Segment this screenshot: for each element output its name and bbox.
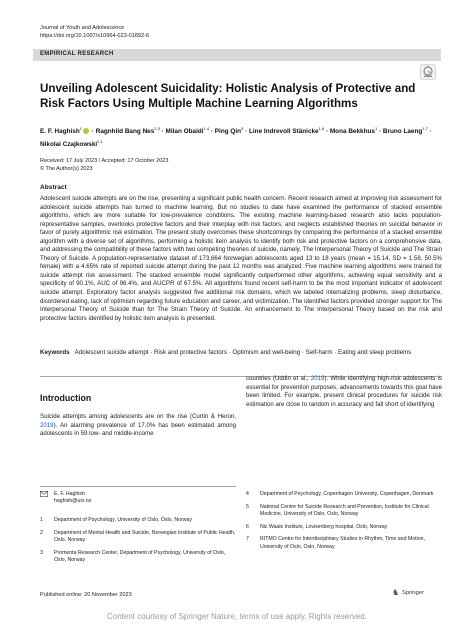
author-affiliation-sup: 1,7	[422, 126, 428, 131]
affiliation-text: Nic Waals Institute, Lovisenberg hospital, Oslo, Norway	[260, 523, 388, 530]
affiliation-text: RITMO Centre for Interdisciplinary Studies in Rhythm, Time and Motion, University of Oslo, Oslo, Norway	[260, 536, 425, 550]
check-for-updates-icon[interactable]	[420, 64, 436, 80]
affiliation-item	[40, 530, 236, 544]
author-affiliation-sup: 1	[374, 126, 378, 131]
received-accepted: Received: 17 July 2023 / Accepted: 17 October 2023	[40, 158, 169, 164]
published-online: Published online: 20 November 2023	[40, 592, 132, 598]
author-name[interactable]: Mona Bekkhus	[329, 128, 375, 136]
author-affiliation-sup: 2,1	[97, 139, 103, 145]
author-list	[40, 124, 450, 150]
copyright: © The Author(s) 2023	[40, 166, 93, 172]
author-affiliation-sup: 1,6	[318, 126, 325, 131]
citation-link[interactable]: 2019	[310, 375, 325, 382]
keywords-text: Adolescent suicide attempt · Risk and protective factors · Optimism and well-being · Self-harm · Eating and sleep problems	[74, 349, 412, 356]
affiliation-number: 4	[246, 491, 249, 497]
author-separator: ·	[377, 128, 383, 136]
affiliation-item	[40, 550, 236, 564]
affiliation-text: Department of Psychology, Copenhagen University, Copenhagen, Denmark	[260, 491, 434, 497]
affiliation-number: 6	[246, 523, 249, 530]
keywords-label: Keywords	[40, 349, 70, 356]
intro-right-text-a: countries (Uddin et al.,	[246, 375, 311, 382]
author-name[interactable]: Ping Qin	[214, 128, 242, 136]
intro-left-text-a: Suicide attempts among adolescents are on the rise (Curtin & Heron,	[40, 413, 236, 420]
journal-header	[40, 24, 149, 40]
affiliation-number: 2	[40, 529, 43, 536]
author-affiliation-sup: 2,3	[154, 126, 160, 131]
author-name[interactable]: Milan Obaidi	[165, 128, 204, 136]
abstract-heading: Abstract	[40, 184, 67, 191]
intro-left-column	[40, 413, 236, 439]
affiliation-item	[40, 517, 236, 524]
footnote-divider	[40, 486, 236, 487]
intro-right-column	[246, 375, 442, 409]
author-name[interactable]: Ragnhild Bang Nes	[95, 128, 155, 136]
contact-name: E. F. Haghish	[54, 491, 85, 497]
article-dates	[40, 157, 168, 173]
author-name[interactable]: Nikolai Czajkowski	[40, 141, 98, 149]
affiliation-number: 3	[40, 549, 43, 556]
article-title: Unveiling Adolescent Suicidality: Holistic Analysis of Protective and Risk Factors Using Multiple Machine Learning Algorithms	[40, 82, 416, 110]
author-name[interactable]: Line Indrevoll Stänicke	[249, 128, 319, 136]
publisher-name: Springer	[402, 590, 424, 596]
envelope-icon	[40, 491, 48, 500]
article-type-band	[33, 49, 441, 61]
intro-left-text-b: ). An alarming prevalence of 17.0% has been estimated among adolescents in 59 low- and middle-income	[40, 421, 236, 437]
affiliations-right	[246, 491, 442, 556]
author-separator: ·	[159, 128, 166, 136]
affiliation-text: Department of Mental Health and Suicide, Norwegian Institute of Public Health, Oslo, Norway	[54, 529, 236, 543]
affiliation-text: Promenta Research Center, Department of Psychology, University of Oslo, Oslo, Norway	[54, 549, 226, 563]
author-separator: ·	[209, 128, 215, 136]
springer-brand	[392, 588, 444, 600]
abstract-text: Adolescent suicide attempts are on the rise, presenting a significant public health concern. Recent research aimed at improving risk assessment for adolescent suicide attempts has turned to machine learning. But no studies to date have examined the performance of stacked ensemble algorithms, which are more suitable for low-prevalence conditions. The existing machine learning-based research also lacks population-representative samples, overlooks protective factors and their interplay with risk factors, and neglects established theories on suicidal behavior in favor of purely algorithmic risk estimation. The present study overcomes these shortcomings by comparing the performance of a stacked ensemble algorithm with a diverse set of algorithms, performing a holistic item analysis to identify both risk and protective factors on a comprehensive data, and addressing the compatibility of these factors with two competing theories of suicide, namely, The Interpersonal Theory of Suicide and The Strain Theory of Suicide. A population-representative dataset of 173,664 Norwegian adolescents aged 13 to 18 years (mean = 15.14, SD = 1.58, 50.5% female) with a 4.65% rate of reported suicide attempt during the past 12 months was analyzed. Five machine learning algorithms were trained for suicide attempt risk assessment. The stacked ensemble model significantly outperformed other algorithms, achieving equal sensitivity and a specificity of 90.1%, AUC of 96.4%, and AUCPR of 67.5%. All algorithms found recent self-harm to be the most important indicator of adolescent suicide attempt. Exploratory factor analysis suggested five additional risk domains, which we labeled internalizing problems, sleep disturbance, disordered eating, lack of optimism regarding future education and career, and victimization. The identified factors provided stronger support for The Interpersonal Theory of Suicide than for The Strain Theory of Suicide. An enhancement to The Interpersonal Theory based on the risk and protective factors identified by holistic item analysis is presented.	[40, 195, 442, 322]
affiliation-text: National Centre for Suicide Research and Prevention, Institute for Clinical Medicine, University of Oslo, Oslo, Norway	[260, 503, 429, 517]
courtesy-notice: Content courtesy of Springer Nature, terms of use apply. Rights reserved.	[107, 612, 367, 621]
author-separator: ·	[90, 128, 96, 136]
article-type-label: EMPIRICAL RESEARCH	[40, 51, 114, 57]
author-affiliation-sup: 1	[79, 126, 83, 131]
affiliation-number: 1	[40, 517, 43, 523]
introduction-heading: Introduction	[40, 393, 92, 403]
springer-horse-icon: ♞	[392, 588, 400, 597]
doi-link[interactable]: https://doi.org/10.1007/s10964-023-01892-6	[40, 33, 150, 39]
author-name[interactable]: E. F. Haghish	[40, 128, 80, 136]
author-name[interactable]: Bruno Laeng	[382, 128, 423, 136]
author-separator: ·	[427, 128, 432, 136]
affiliation-item	[246, 491, 442, 498]
author-separator: ·	[324, 128, 330, 136]
affiliation-number: 7	[246, 536, 249, 543]
intro-right-text-b: ). While identifying high-risk adolescents is essential for prevention purposes, advancements towards this goal have been limited. For example, present clinical procedures for suicide risk estimation are close to random in accuracy and fall short of identifying	[246, 375, 442, 408]
affiliation-number: 5	[246, 503, 249, 510]
journal-name: Journal of Youth and Adolescence	[40, 25, 125, 31]
affiliation-item	[246, 536, 442, 550]
author-separator: ·	[243, 128, 249, 136]
corresponding-author	[40, 491, 236, 505]
affiliations-left	[40, 517, 236, 570]
author-affiliation-sup: 1,4	[203, 126, 210, 131]
contact-email[interactable]: haghish@uio.no	[54, 498, 92, 505]
affiliation-item	[246, 524, 442, 531]
orcid-icon[interactable]	[83, 128, 89, 134]
citation-link[interactable]: 2019	[40, 421, 54, 429]
keywords	[40, 349, 442, 358]
affiliation-item	[246, 504, 442, 518]
author-affiliation-sup: 5	[241, 126, 244, 131]
affiliation-text: Department of Psychology, University of Oslo, Oslo, Norway	[54, 517, 192, 523]
